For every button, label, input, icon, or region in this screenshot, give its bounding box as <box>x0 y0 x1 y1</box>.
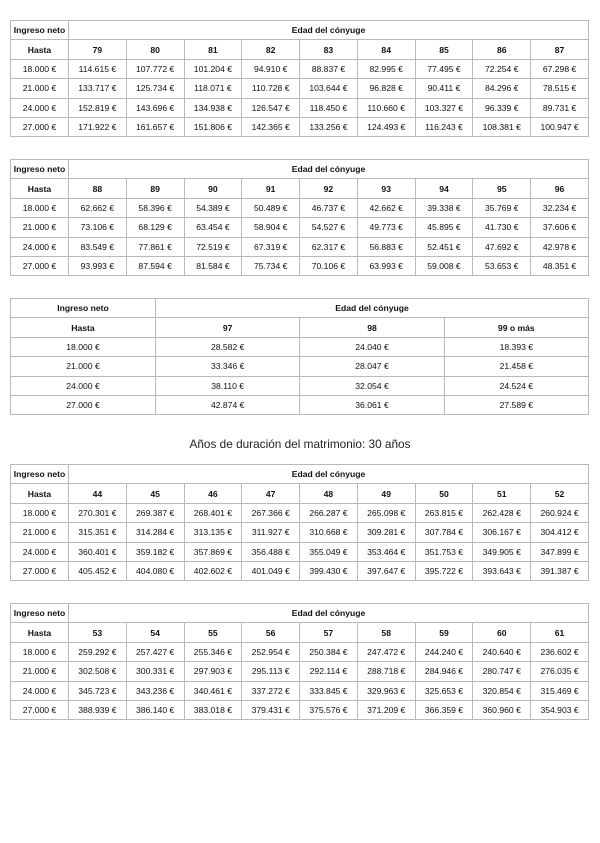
up-to-header: Hasta <box>11 623 69 642</box>
value-cell: 59.008 € <box>415 256 473 275</box>
income-cell: 24.000 € <box>11 98 69 117</box>
income-cell: 21.000 € <box>11 357 156 376</box>
spouse-age-header: Edad del cónyuge <box>69 465 589 484</box>
age-header-cell: 91 <box>242 179 300 198</box>
value-cell: 297.903 € <box>184 662 242 681</box>
value-cell: 315.469 € <box>531 681 589 700</box>
age-header-cell: 57 <box>300 623 358 642</box>
income-cell: 24.000 € <box>11 376 156 395</box>
value-cell: 302.508 € <box>69 662 127 681</box>
age-header-cell: 49 <box>357 484 415 503</box>
value-cell: 310.668 € <box>300 523 358 542</box>
value-cell: 72.254 € <box>473 59 531 78</box>
value-cell: 288.718 € <box>357 662 415 681</box>
value-cell: 103.644 € <box>300 79 358 98</box>
age-header-cell: 52 <box>531 484 589 503</box>
table-row <box>11 198 589 217</box>
spouse-age-header: Edad del cónyuge <box>69 160 589 179</box>
age-header-cell: 93 <box>357 179 415 198</box>
value-cell: 383.018 € <box>184 700 242 719</box>
value-cell: 379.431 € <box>242 700 300 719</box>
age-header-cell: 96 <box>531 179 589 198</box>
age-header-row <box>11 40 589 59</box>
value-cell: 395.722 € <box>415 561 473 580</box>
value-cell: 133.256 € <box>300 117 358 136</box>
age-header-cell: 97 <box>156 318 300 337</box>
value-cell: 58.904 € <box>242 218 300 237</box>
header-row <box>11 465 589 484</box>
age-header-row <box>11 179 589 198</box>
value-cell: 142.365 € <box>242 117 300 136</box>
table-ages-44-52 <box>10 464 589 581</box>
value-cell: 100.947 € <box>531 117 589 136</box>
value-cell: 107.772 € <box>126 59 184 78</box>
value-cell: 399.430 € <box>300 561 358 580</box>
value-cell: 126.547 € <box>242 98 300 117</box>
table-row <box>11 662 589 681</box>
table-row <box>11 98 589 117</box>
age-header-cell: 85 <box>415 40 473 59</box>
value-cell: 152.819 € <box>69 98 127 117</box>
table-row <box>11 218 589 237</box>
value-cell: 345.723 € <box>69 681 127 700</box>
header-row <box>11 160 589 179</box>
age-header-cell: 45 <box>126 484 184 503</box>
value-cell: 32.234 € <box>531 198 589 217</box>
table-row <box>11 395 589 414</box>
age-header-cell: 95 <box>473 179 531 198</box>
table-row <box>11 337 589 356</box>
income-cell: 27.000 € <box>11 561 69 580</box>
value-cell: 366.359 € <box>415 700 473 719</box>
value-cell: 393.643 € <box>473 561 531 580</box>
value-cell: 96.828 € <box>357 79 415 98</box>
value-cell: 50.489 € <box>242 198 300 217</box>
value-cell: 49.773 € <box>357 218 415 237</box>
age-header-row <box>11 484 589 503</box>
income-header: Ingreso neto <box>11 604 69 623</box>
age-header-cell: 61 <box>531 623 589 642</box>
age-header-cell: 47 <box>242 484 300 503</box>
value-cell: 75.734 € <box>242 256 300 275</box>
income-cell: 27.000 € <box>11 395 156 414</box>
value-cell: 351.753 € <box>415 542 473 561</box>
age-header-cell: 98 <box>300 318 444 337</box>
value-cell: 300.331 € <box>126 662 184 681</box>
value-cell: 134.938 € <box>184 98 242 117</box>
value-cell: 28.582 € <box>156 337 300 356</box>
value-cell: 143.696 € <box>126 98 184 117</box>
value-cell: 42.874 € <box>156 395 300 414</box>
value-cell: 266.287 € <box>300 503 358 522</box>
value-cell: 83.549 € <box>69 237 127 256</box>
value-cell: 314.284 € <box>126 523 184 542</box>
value-cell: 255.346 € <box>184 642 242 661</box>
income-cell: 18.000 € <box>11 337 156 356</box>
header-row <box>11 604 589 623</box>
table-ages-88-96 <box>10 159 589 276</box>
income-header: Ingreso neto <box>11 160 69 179</box>
age-header-cell: 54 <box>126 623 184 642</box>
value-cell: 356.488 € <box>242 542 300 561</box>
value-cell: 276.035 € <box>531 662 589 681</box>
value-cell: 386.140 € <box>126 700 184 719</box>
value-cell: 88.837 € <box>300 59 358 78</box>
up-to-header: Hasta <box>11 40 69 59</box>
spouse-age-header: Edad del cónyuge <box>69 604 589 623</box>
value-cell: 259.292 € <box>69 642 127 661</box>
value-cell: 329.963 € <box>357 681 415 700</box>
value-cell: 397.647 € <box>357 561 415 580</box>
table-row <box>11 523 589 542</box>
value-cell: 270.301 € <box>69 503 127 522</box>
value-cell: 42.978 € <box>531 237 589 256</box>
age-header-cell: 86 <box>473 40 531 59</box>
value-cell: 24.040 € <box>300 337 444 356</box>
section-title: Años de duración del matrimonio: 30 años <box>189 437 411 451</box>
age-header-cell: 90 <box>184 179 242 198</box>
value-cell: 63.454 € <box>184 218 242 237</box>
value-cell: 110.728 € <box>242 79 300 98</box>
up-to-header: Hasta <box>11 484 69 503</box>
value-cell: 58.396 € <box>126 198 184 217</box>
income-cell: 21.000 € <box>11 523 69 542</box>
value-cell: 391.387 € <box>531 561 589 580</box>
value-cell: 257.427 € <box>126 642 184 661</box>
value-cell: 67.319 € <box>242 237 300 256</box>
value-cell: 89.731 € <box>531 98 589 117</box>
value-cell: 263.815 € <box>415 503 473 522</box>
value-cell: 73.106 € <box>69 218 127 237</box>
value-cell: 284.946 € <box>415 662 473 681</box>
value-cell: 401.049 € <box>242 561 300 580</box>
income-cell: 27.000 € <box>11 256 69 275</box>
value-cell: 77.495 € <box>415 59 473 78</box>
table-row <box>11 59 589 78</box>
income-header: Ingreso neto <box>11 299 156 318</box>
income-cell: 24.000 € <box>11 681 69 700</box>
value-cell: 320.854 € <box>473 681 531 700</box>
value-cell: 94.910 € <box>242 59 300 78</box>
value-cell: 78.515 € <box>531 79 589 98</box>
table-row <box>11 542 589 561</box>
value-cell: 354.903 € <box>531 700 589 719</box>
value-cell: 360.960 € <box>473 700 531 719</box>
value-cell: 265.098 € <box>357 503 415 522</box>
value-cell: 315.351 € <box>69 523 127 542</box>
value-cell: 41.730 € <box>473 218 531 237</box>
value-cell: 53.653 € <box>473 256 531 275</box>
age-header-cell: 83 <box>300 40 358 59</box>
value-cell: 252.954 € <box>242 642 300 661</box>
table-row <box>11 376 589 395</box>
value-cell: 47.692 € <box>473 237 531 256</box>
value-cell: 62.317 € <box>300 237 358 256</box>
age-header-cell: 58 <box>357 623 415 642</box>
age-header-row <box>11 623 589 642</box>
value-cell: 114.615 € <box>69 59 127 78</box>
age-header-cell: 53 <box>69 623 127 642</box>
value-cell: 72.519 € <box>184 237 242 256</box>
value-cell: 52.451 € <box>415 237 473 256</box>
value-cell: 42.662 € <box>357 198 415 217</box>
value-cell: 37.606 € <box>531 218 589 237</box>
age-header-cell: 79 <box>69 40 127 59</box>
value-cell: 269.387 € <box>126 503 184 522</box>
table-ages-53-61 <box>10 603 589 720</box>
value-cell: 56.883 € <box>357 237 415 256</box>
age-header-cell: 92 <box>300 179 358 198</box>
value-cell: 280.747 € <box>473 662 531 681</box>
age-header-cell: 81 <box>184 40 242 59</box>
value-cell: 110.660 € <box>357 98 415 117</box>
value-cell: 21.458 € <box>444 357 588 376</box>
value-cell: 124.493 € <box>357 117 415 136</box>
value-cell: 54.527 € <box>300 218 358 237</box>
table-ages-79-87 <box>10 20 589 137</box>
table-row <box>11 642 589 661</box>
value-cell: 405.452 € <box>69 561 127 580</box>
value-cell: 292.114 € <box>300 662 358 681</box>
value-cell: 67.298 € <box>531 59 589 78</box>
value-cell: 32.054 € <box>300 376 444 395</box>
value-cell: 349.905 € <box>473 542 531 561</box>
value-cell: 48.351 € <box>531 256 589 275</box>
value-cell: 161.657 € <box>126 117 184 136</box>
value-cell: 54.389 € <box>184 198 242 217</box>
value-cell: 244.240 € <box>415 642 473 661</box>
table-row <box>11 561 589 580</box>
age-header-cell: 51 <box>473 484 531 503</box>
value-cell: 360.401 € <box>69 542 127 561</box>
value-cell: 333.845 € <box>300 681 358 700</box>
value-cell: 46.737 € <box>300 198 358 217</box>
income-cell: 18.000 € <box>11 503 69 522</box>
up-to-header: Hasta <box>11 318 156 337</box>
age-header-cell: 94 <box>415 179 473 198</box>
table-row <box>11 256 589 275</box>
table-ages-97-99 <box>10 298 589 415</box>
table-row <box>11 117 589 136</box>
value-cell: 262.428 € <box>473 503 531 522</box>
age-header-cell: 55 <box>184 623 242 642</box>
value-cell: 70.106 € <box>300 256 358 275</box>
age-header-cell: 80 <box>126 40 184 59</box>
table-row <box>11 357 589 376</box>
value-cell: 18.393 € <box>444 337 588 356</box>
income-cell: 18.000 € <box>11 642 69 661</box>
header-row <box>11 21 589 40</box>
age-header-cell: 84 <box>357 40 415 59</box>
income-header: Ingreso neto <box>11 21 69 40</box>
value-cell: 371.209 € <box>357 700 415 719</box>
value-cell: 404.080 € <box>126 561 184 580</box>
age-header-cell: 56 <box>242 623 300 642</box>
income-header: Ingreso neto <box>11 465 69 484</box>
value-cell: 133.717 € <box>69 79 127 98</box>
income-cell: 24.000 € <box>11 237 69 256</box>
value-cell: 96.339 € <box>473 98 531 117</box>
value-cell: 402.602 € <box>184 561 242 580</box>
value-cell: 307.784 € <box>415 523 473 542</box>
value-cell: 343.236 € <box>126 681 184 700</box>
age-header-cell: 88 <box>69 179 127 198</box>
income-cell: 27.000 € <box>11 117 69 136</box>
value-cell: 306.167 € <box>473 523 531 542</box>
value-cell: 260.924 € <box>531 503 589 522</box>
income-cell: 27.000 € <box>11 700 69 719</box>
value-cell: 90.411 € <box>415 79 473 98</box>
value-cell: 388.939 € <box>69 700 127 719</box>
value-cell: 311.927 € <box>242 523 300 542</box>
value-cell: 337.272 € <box>242 681 300 700</box>
value-cell: 38.110 € <box>156 376 300 395</box>
value-cell: 87.594 € <box>126 256 184 275</box>
age-header-cell: 99 o más <box>444 318 588 337</box>
age-header-cell: 87 <box>531 40 589 59</box>
value-cell: 325.653 € <box>415 681 473 700</box>
value-cell: 77.861 € <box>126 237 184 256</box>
value-cell: 353.464 € <box>357 542 415 561</box>
value-cell: 171.922 € <box>69 117 127 136</box>
value-cell: 240.640 € <box>473 642 531 661</box>
age-header-cell: 48 <box>300 484 358 503</box>
value-cell: 151.806 € <box>184 117 242 136</box>
income-cell: 21.000 € <box>11 662 69 681</box>
value-cell: 101.204 € <box>184 59 242 78</box>
income-cell: 24.000 € <box>11 542 69 561</box>
value-cell: 35.769 € <box>473 198 531 217</box>
table-row <box>11 237 589 256</box>
income-cell: 21.000 € <box>11 79 69 98</box>
table-row <box>11 503 589 522</box>
spouse-age-header: Edad del cónyuge <box>69 21 589 40</box>
income-cell: 18.000 € <box>11 198 69 217</box>
value-cell: 375.576 € <box>300 700 358 719</box>
value-cell: 355.049 € <box>300 542 358 561</box>
up-to-header: Hasta <box>11 179 69 198</box>
header-row <box>11 299 589 318</box>
age-header-cell: 50 <box>415 484 473 503</box>
value-cell: 28.047 € <box>300 357 444 376</box>
age-header-cell: 46 <box>184 484 242 503</box>
value-cell: 118.450 € <box>300 98 358 117</box>
value-cell: 84.296 € <box>473 79 531 98</box>
value-cell: 295.113 € <box>242 662 300 681</box>
value-cell: 359.182 € <box>126 542 184 561</box>
age-header-cell: 44 <box>69 484 127 503</box>
value-cell: 347.899 € <box>531 542 589 561</box>
value-cell: 63.993 € <box>357 256 415 275</box>
value-cell: 82.995 € <box>357 59 415 78</box>
value-cell: 309.281 € <box>357 523 415 542</box>
value-cell: 236.602 € <box>531 642 589 661</box>
value-cell: 108.381 € <box>473 117 531 136</box>
value-cell: 340.461 € <box>184 681 242 700</box>
value-cell: 268.401 € <box>184 503 242 522</box>
age-header-cell: 60 <box>473 623 531 642</box>
value-cell: 118.071 € <box>184 79 242 98</box>
value-cell: 33.346 € <box>156 357 300 376</box>
age-header-cell: 89 <box>126 179 184 198</box>
value-cell: 250.384 € <box>300 642 358 661</box>
value-cell: 125.734 € <box>126 79 184 98</box>
value-cell: 27.589 € <box>444 395 588 414</box>
value-cell: 304.412 € <box>531 523 589 542</box>
age-header-row <box>11 318 589 337</box>
value-cell: 39.338 € <box>415 198 473 217</box>
value-cell: 45.895 € <box>415 218 473 237</box>
value-cell: 267.366 € <box>242 503 300 522</box>
age-header-cell: 82 <box>242 40 300 59</box>
value-cell: 81.584 € <box>184 256 242 275</box>
table-row <box>11 79 589 98</box>
income-cell: 21.000 € <box>11 218 69 237</box>
value-cell: 313.135 € <box>184 523 242 542</box>
spouse-age-header: Edad del cónyuge <box>156 299 589 318</box>
value-cell: 62.662 € <box>69 198 127 217</box>
table-row <box>11 681 589 700</box>
value-cell: 24.524 € <box>444 376 588 395</box>
table-row <box>11 700 589 719</box>
value-cell: 36.061 € <box>300 395 444 414</box>
value-cell: 116.243 € <box>415 117 473 136</box>
value-cell: 247.472 € <box>357 642 415 661</box>
value-cell: 93.993 € <box>69 256 127 275</box>
value-cell: 103.327 € <box>415 98 473 117</box>
income-cell: 18.000 € <box>11 59 69 78</box>
value-cell: 68.129 € <box>126 218 184 237</box>
age-header-cell: 59 <box>415 623 473 642</box>
value-cell: 357.869 € <box>184 542 242 561</box>
